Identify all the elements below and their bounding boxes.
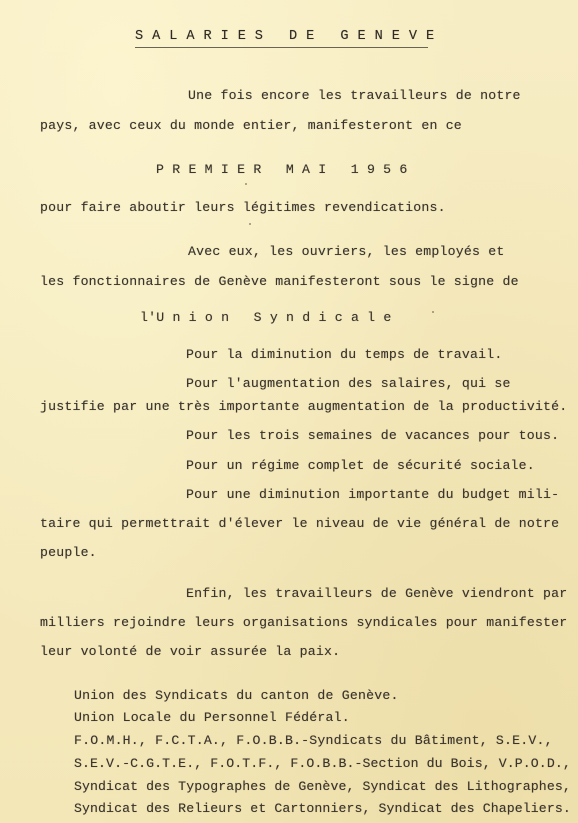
demand-line-4: Pour les trois semaines de vacances pour tous. [186, 428, 560, 443]
signatory-line-6: Syndicat des Relieurs et Cartonniers, Syndicat des Chapeliers. [74, 801, 571, 816]
demand-line-2: Pour l'augmentation des salaires, qui se [186, 376, 511, 391]
signatory-line-3: F.O.M.H., F.C.T.A., F.O.B.B.-Syndicats du Bâtiment, S.E.V., [74, 733, 553, 748]
signatory-line-5: Syndicat des Typographes de Genève, Syndicat des Lithographes, [74, 779, 571, 794]
signatory-line-4: S.E.V.-C.G.T.E., F.O.T.F., F.O.B.B.-Section du Bois, V.P.O.D., [74, 756, 571, 771]
closing-line-1: Enfin, les travailleurs de Genève viendront par [186, 586, 568, 601]
paragraph-line-5: les fonctionnaires de Genève manifesteront sous le signe de [40, 274, 519, 289]
paragraph-line-3: pour faire aboutir leurs légitimes revendications. [40, 200, 446, 215]
closing-line-3: leur volonté de voir assurée la paix. [40, 644, 341, 659]
paragraph-line-1: Une fois encore les travailleurs de notre [188, 88, 521, 103]
closing-line-2: milliers rejoindre leurs organisations syndicales pour manifester [40, 615, 568, 630]
paragraph-line-4: Avec eux, les ouvriers, les employés et [188, 244, 505, 259]
ink-speck [245, 183, 247, 185]
demand-line-5: Pour un régime complet de sécurité sociale. [186, 458, 535, 473]
demand-line-6: Pour une diminution importante du budget mili- [186, 487, 560, 502]
paragraph-line-2: pays, avec ceux du monde entier, manifesteront en ce [40, 118, 462, 133]
demand-line-1: Pour la diminution du temps de travail. [186, 347, 503, 362]
demand-line-7: taire qui permettrait d'élever le niveau de vie général de notre [40, 516, 560, 531]
demand-line-8: peuple. [40, 545, 97, 560]
ink-speck [249, 223, 251, 225]
title-underline [135, 47, 428, 48]
demand-line-3: justifie par une très importante augmentation de la productivité. [40, 399, 568, 414]
ink-speck [432, 311, 434, 313]
document-title: S A L A R I E S D E G E N E V E [135, 29, 435, 44]
union-heading: l'U n i o n S y n d i c a l e [140, 310, 392, 325]
signatory-line-1: Union des Syndicats du canton de Genève. [74, 688, 399, 703]
signatory-line-2: Union Locale du Personnel Fédéral. [74, 710, 350, 725]
date-heading: P R E M I E R M A I 1 9 5 6 [156, 162, 408, 177]
